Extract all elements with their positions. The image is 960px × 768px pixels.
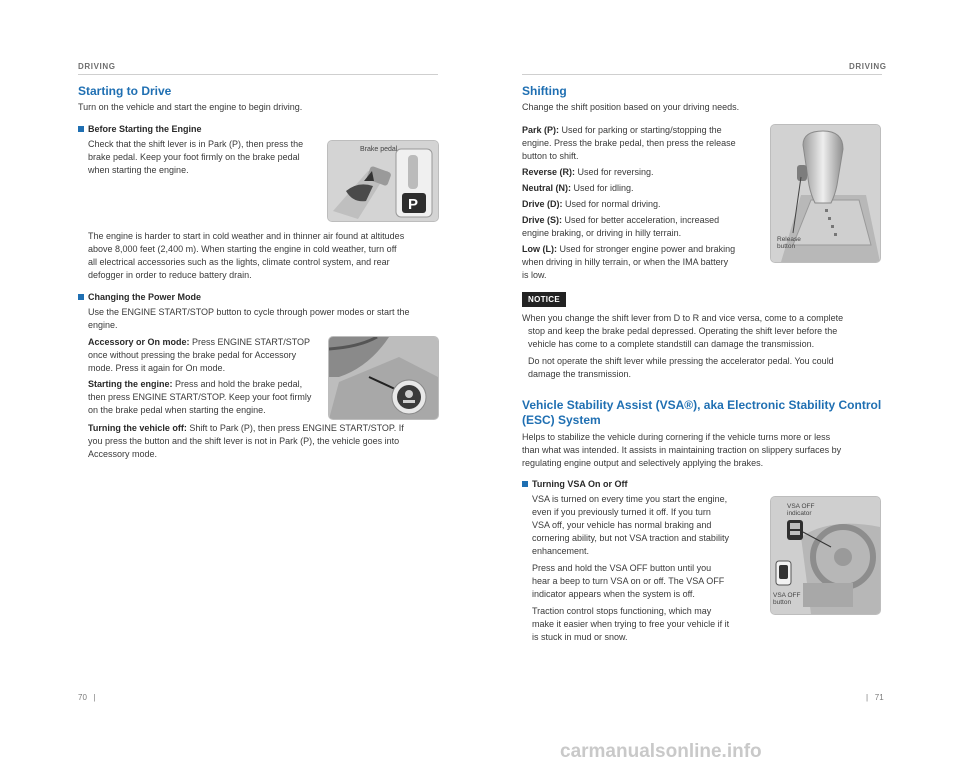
vsa-title: Vehicle Stability Assist (VSA®), aka Electronic Stability Control (ESC) System — [522, 398, 882, 427]
starting-engine-paragraph: Starting the engine: Press and hold the brake pedal, then press ENGINE START/STOP. Keep your foot firmly on the brake pedal when starting the engine. — [88, 379, 312, 415]
position-park: Park (P): Used for parking or starting/stopping the engine. Press the brake pedal, then press the release button to shift. — [522, 125, 736, 161]
vsa-off-indicator-label: VSA OFF indicator — [787, 503, 815, 517]
square-bullet-icon — [78, 294, 84, 300]
vsa-onoff-body: VSA is turned on every time you start the engine, even if you previously turned it off. If you turn VSA off, your vehicle has normal braking and cornering ability, but not VSA traction and stability enhancement. Press and hold the VSA OFF button until you hear a beep to turn VSA on or off. The VSA OFF indicator appears when the system is off. Traction control stops functioning, which may make it easier when trying to free your vehicle if it is stuck in mud or snow. — [532, 494, 730, 642]
before-start-body: Check that the shift lever is in Park (P), then press the brake pedal. Keep your foot firmly on the brake pedal when starting the engine. — [88, 139, 304, 175]
engine-start-illustration — [329, 337, 438, 419]
engine-start-figure — [328, 336, 439, 420]
right-intro: Change the shift position based on your driving needs. — [522, 102, 740, 112]
vsa-intro: Helps to stabilize the vehicle during cornering if the vehicle turns more or less than what was intended. It assists in maintaining traction on slippery surfaces by regulating engine output and selectively applying the brakes. — [522, 432, 842, 468]
right-section-label: DRIVING — [849, 62, 887, 71]
square-bullet-icon — [522, 481, 528, 487]
position-low: Low (L): Used for stronger engine power and braking when driving in hilly terrain, or when the IMA battery is low. — [522, 244, 736, 280]
left-intro: Turn on the vehicle and start the engine to begin driving. — [78, 102, 303, 112]
vsa-figure — [770, 496, 881, 615]
watermark: carmanualsonline.info — [560, 741, 762, 762]
brake-pedal-figure — [327, 140, 439, 222]
left-header-rule — [78, 74, 438, 75]
shift-lever-figure — [770, 124, 881, 263]
left-page-number: 70 | — [78, 693, 96, 702]
position-reverse: Reverse (R): Used for reversing. — [522, 167, 654, 177]
turning-off-paragraph: Turning the vehicle off: Shift to Park (P), then press ENGINE START/STOP. If you press the button and the shift lever is not in Park (P), the vehicle goes into Accessory mode. — [88, 423, 404, 459]
left-page-title: Starting to Drive — [78, 84, 172, 98]
right-header-rule — [522, 74, 882, 75]
position-drive-s: Drive (S): Used for better acceleration, increased engine braking, or driving in hilly terrain. — [522, 215, 720, 238]
left-section-label: DRIVING — [78, 62, 116, 71]
brake-pedal-label: Brake pedal — [360, 146, 398, 153]
notice-badge: NOTICE — [522, 292, 566, 307]
right-page-number: | 71 — [866, 693, 884, 702]
power-mode-heading: Changing the Power Mode — [78, 292, 201, 302]
accessory-mode-paragraph: Accessory or On mode: Press ENGINE START/STOP once without pressing the brake pedal for Accessory mode. Press it again for On mode. — [88, 337, 311, 373]
shift-positions-list — [522, 124, 758, 282]
vsa-off-button-label: VSA OFF button — [773, 592, 801, 606]
vsa-onoff-heading: Turning VSA On or Off — [522, 479, 628, 489]
release-button-label: Release button — [777, 236, 801, 250]
square-bullet-icon — [78, 126, 84, 132]
position-neutral: Neutral (N): Used for idling. — [522, 183, 634, 193]
park-letter: P — [408, 196, 419, 213]
power-mode-intro: Use the ENGINE START/STOP button to cycle through power modes or start the engine. — [88, 307, 410, 330]
cold-weather-paragraph: The engine is harder to start in cold weather and in thinner air found at altitudes above 8,000 feet (2,400 m). When starting the engine in cold weather, turn off all electrical accessories such as the lights, climate control system, and rear defogger in order to reduce battery drain. — [88, 231, 405, 280]
before-start-heading: Before Starting the Engine — [78, 124, 202, 134]
notice-body: When you change the shift lever from D to R and vice versa, come to a complete stop and keep the brake pedal depressed. Operating the shift lever before the vehicle has come to a complete standstill can damage the transmission. Do not operate the shift lever while pressing the accelerator pedal. You could damage the transmission. — [522, 313, 844, 379]
brake-pedal-illustration — [328, 141, 438, 221]
right-page-title: Shifting — [522, 84, 567, 98]
position-drive-d: Drive (D): Used for normal driving. — [522, 199, 661, 209]
